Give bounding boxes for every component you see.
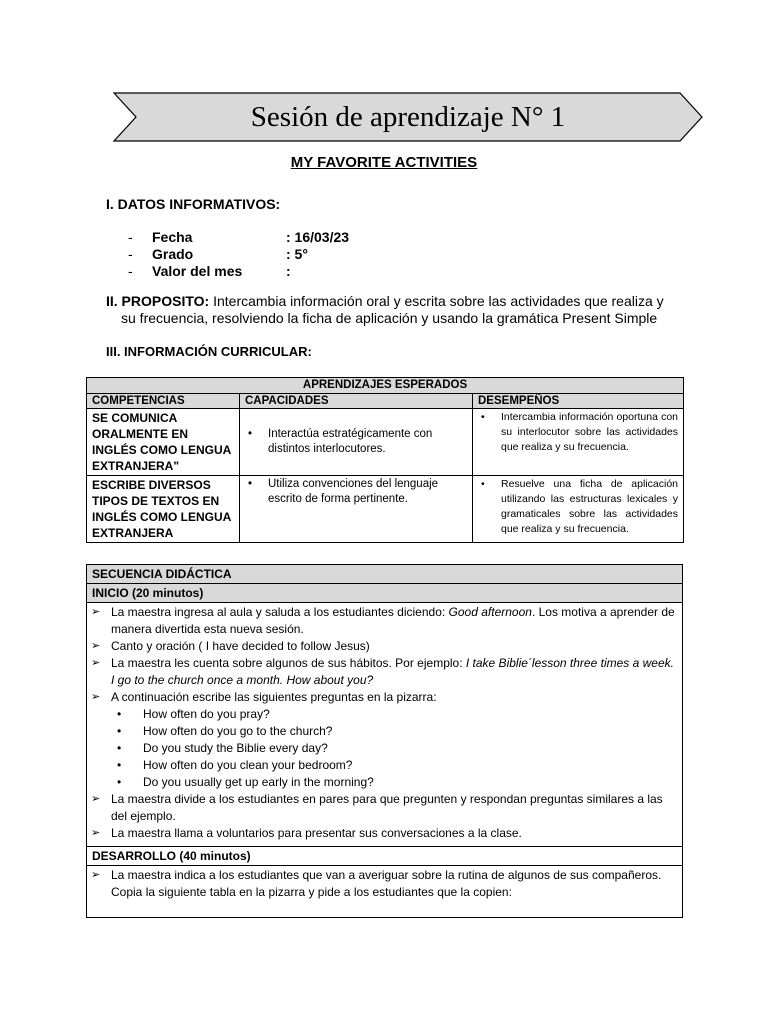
column-header-competencias: COMPETENCIAS [87, 394, 240, 409]
question-item [91, 757, 678, 774]
list-item [91, 655, 678, 689]
capacidad-cell [240, 476, 473, 543]
item-text: La maestra divide a los estudiantes en pares para que pregunten y respondan preguntas similares a las del ejemplo. [111, 792, 663, 823]
column-header-desempenos: DESEMPEÑOS [473, 394, 684, 409]
arrow-bullet-icon: ➢ [91, 657, 101, 669]
bullet-icon: • [117, 741, 122, 755]
question-item [91, 706, 678, 723]
info-label: Fecha [152, 229, 193, 245]
question-text: How often do you go to the church? [143, 724, 333, 738]
question-text: Do you usually get up early in the morning? [143, 775, 374, 789]
capacidad-cell [240, 409, 473, 476]
secuencia-table [86, 564, 683, 918]
item-text: La maestra ingresa al aula y saluda a los estudiantes diciendo: [111, 605, 449, 619]
proposito-text-2: su frecuencia, resolviendo la ficha de aplicación y usando la gramática Present Simple [121, 310, 658, 326]
info-label: Grado [152, 246, 194, 262]
list-item [91, 604, 678, 638]
desempeno-cell [473, 409, 684, 476]
dash-marker: - [128, 263, 133, 279]
proposito-text-1: Intercambia información oral y escrita sobre las actividades que realiza y [209, 293, 664, 309]
table-row [87, 476, 684, 543]
item-text: Canto y oración ( I have decided to follow Jesus) [111, 639, 370, 653]
arrow-bullet-icon: ➢ [91, 793, 101, 805]
question-text: How often do you pray? [143, 707, 270, 721]
item-text: A continuación escribe las siguientes preguntas en la pizarra: [111, 690, 437, 704]
bullet-icon: • [117, 724, 122, 738]
bullet-icon: • [117, 758, 122, 772]
item-text: La maestra les cuenta sobre algunos de sus hábitos. Por ejemplo: [111, 656, 466, 670]
list-item [91, 867, 678, 901]
capacidad-text: Utiliza convenciones del lenguaje escrito de forma pertinente. [268, 478, 439, 505]
arrow-bullet-icon: ➢ [91, 869, 101, 881]
aprendizajes-title: APRENDIZAJES ESPERADOS [87, 378, 684, 394]
list-item [91, 689, 678, 706]
bullet-icon: • [117, 775, 122, 789]
arrow-bullet-icon: ➢ [91, 827, 101, 839]
info-label: Valor del mes [152, 263, 243, 279]
item-text: . Los motiva a aprender de manera divertida esta nueva sesión. [111, 605, 675, 636]
list-item [91, 825, 678, 842]
secuencia-title: SECUENCIA DIDÁCTICA [87, 565, 683, 584]
info-value: : 16/03/23 [286, 229, 350, 245]
question-text: How often do you clean your bedroom? [143, 758, 353, 772]
desarrollo-title: DESARROLLO (40 minutos) [87, 847, 683, 866]
datos-heading: I. DATOS INFORMATIVOS: [106, 196, 281, 212]
arrow-bullet-icon: ➢ [91, 606, 101, 618]
column-header-capacidades: CAPACIDADES [240, 394, 473, 409]
arrow-bullet-icon: ➢ [91, 640, 101, 652]
desarrollo-content [87, 866, 683, 918]
title-banner [112, 92, 704, 142]
inicio-content [87, 603, 683, 847]
curricular-heading: III. INFORMACIÓN CURRICULAR: [106, 344, 312, 359]
item-text: La maestra indica a los estudiantes que van a averiguar sobre la rutina de algunos de sus compañeros. Copia la siguiente tabla en la pizarra y pide a los estudiantes que la copien: [111, 868, 662, 899]
bullet-icon: • [481, 478, 485, 490]
bullet-icon: • [481, 411, 485, 423]
dash-marker: - [128, 229, 133, 245]
desempeno-cell [473, 476, 684, 543]
activity-title: MY FAVORITE ACTIVITIES [290, 154, 478, 171]
dash-marker: - [128, 246, 133, 262]
bullet-icon: • [117, 707, 122, 721]
aprendizajes-table [86, 377, 684, 543]
proposito [106, 293, 686, 327]
competencia-cell: SE COMUNICA ORALMENTE EN INGLÉS COMO LENGUA EXTRANJERA" [87, 409, 240, 476]
question-text: Do you study the Biblie every day? [143, 741, 328, 755]
bullet-icon: • [248, 478, 253, 490]
info-value: : 5° [286, 246, 308, 262]
question-item [91, 774, 678, 791]
arrow-bullet-icon: ➢ [91, 691, 101, 703]
inicio-title: INICIO (20 minutos) [87, 584, 683, 603]
bullet-icon: • [248, 428, 253, 440]
desempeno-text: Intercambia información oportuna con su interlocutor sobre las actividades que realiza y su frecuencia. [501, 411, 679, 453]
session-title: Sesión de aprendizaje N° 1 [250, 101, 566, 133]
question-item [91, 740, 678, 757]
question-item [91, 723, 678, 740]
item-italic: I take Biblie´lesson three times a week. I go to the church once a month. How about you? [111, 656, 674, 687]
list-item [91, 791, 678, 825]
list-item [91, 638, 678, 655]
capacidad-text: Interactúa estratégicamente con distintos interlocutores. [268, 428, 433, 455]
competencia-cell: ESCRIBE DIVERSOS TIPOS DE TEXTOS EN INGLÉS COMO LENGUA EXTRANJERA [87, 476, 240, 543]
table-row [87, 409, 684, 476]
desempeno-text: Resuelve una ficha de aplicación utilizando las estructuras lexicales y gramaticales sobre las actividades que realiza y su frecuencia. [501, 478, 679, 535]
item-italic: Good afternoon [448, 605, 532, 619]
proposito-label: II. PROPOSITO: [106, 293, 210, 309]
info-value: : [286, 263, 291, 279]
item-text: La maestra llama a voluntarios para presentar sus conversaciones a la clase. [111, 826, 522, 840]
